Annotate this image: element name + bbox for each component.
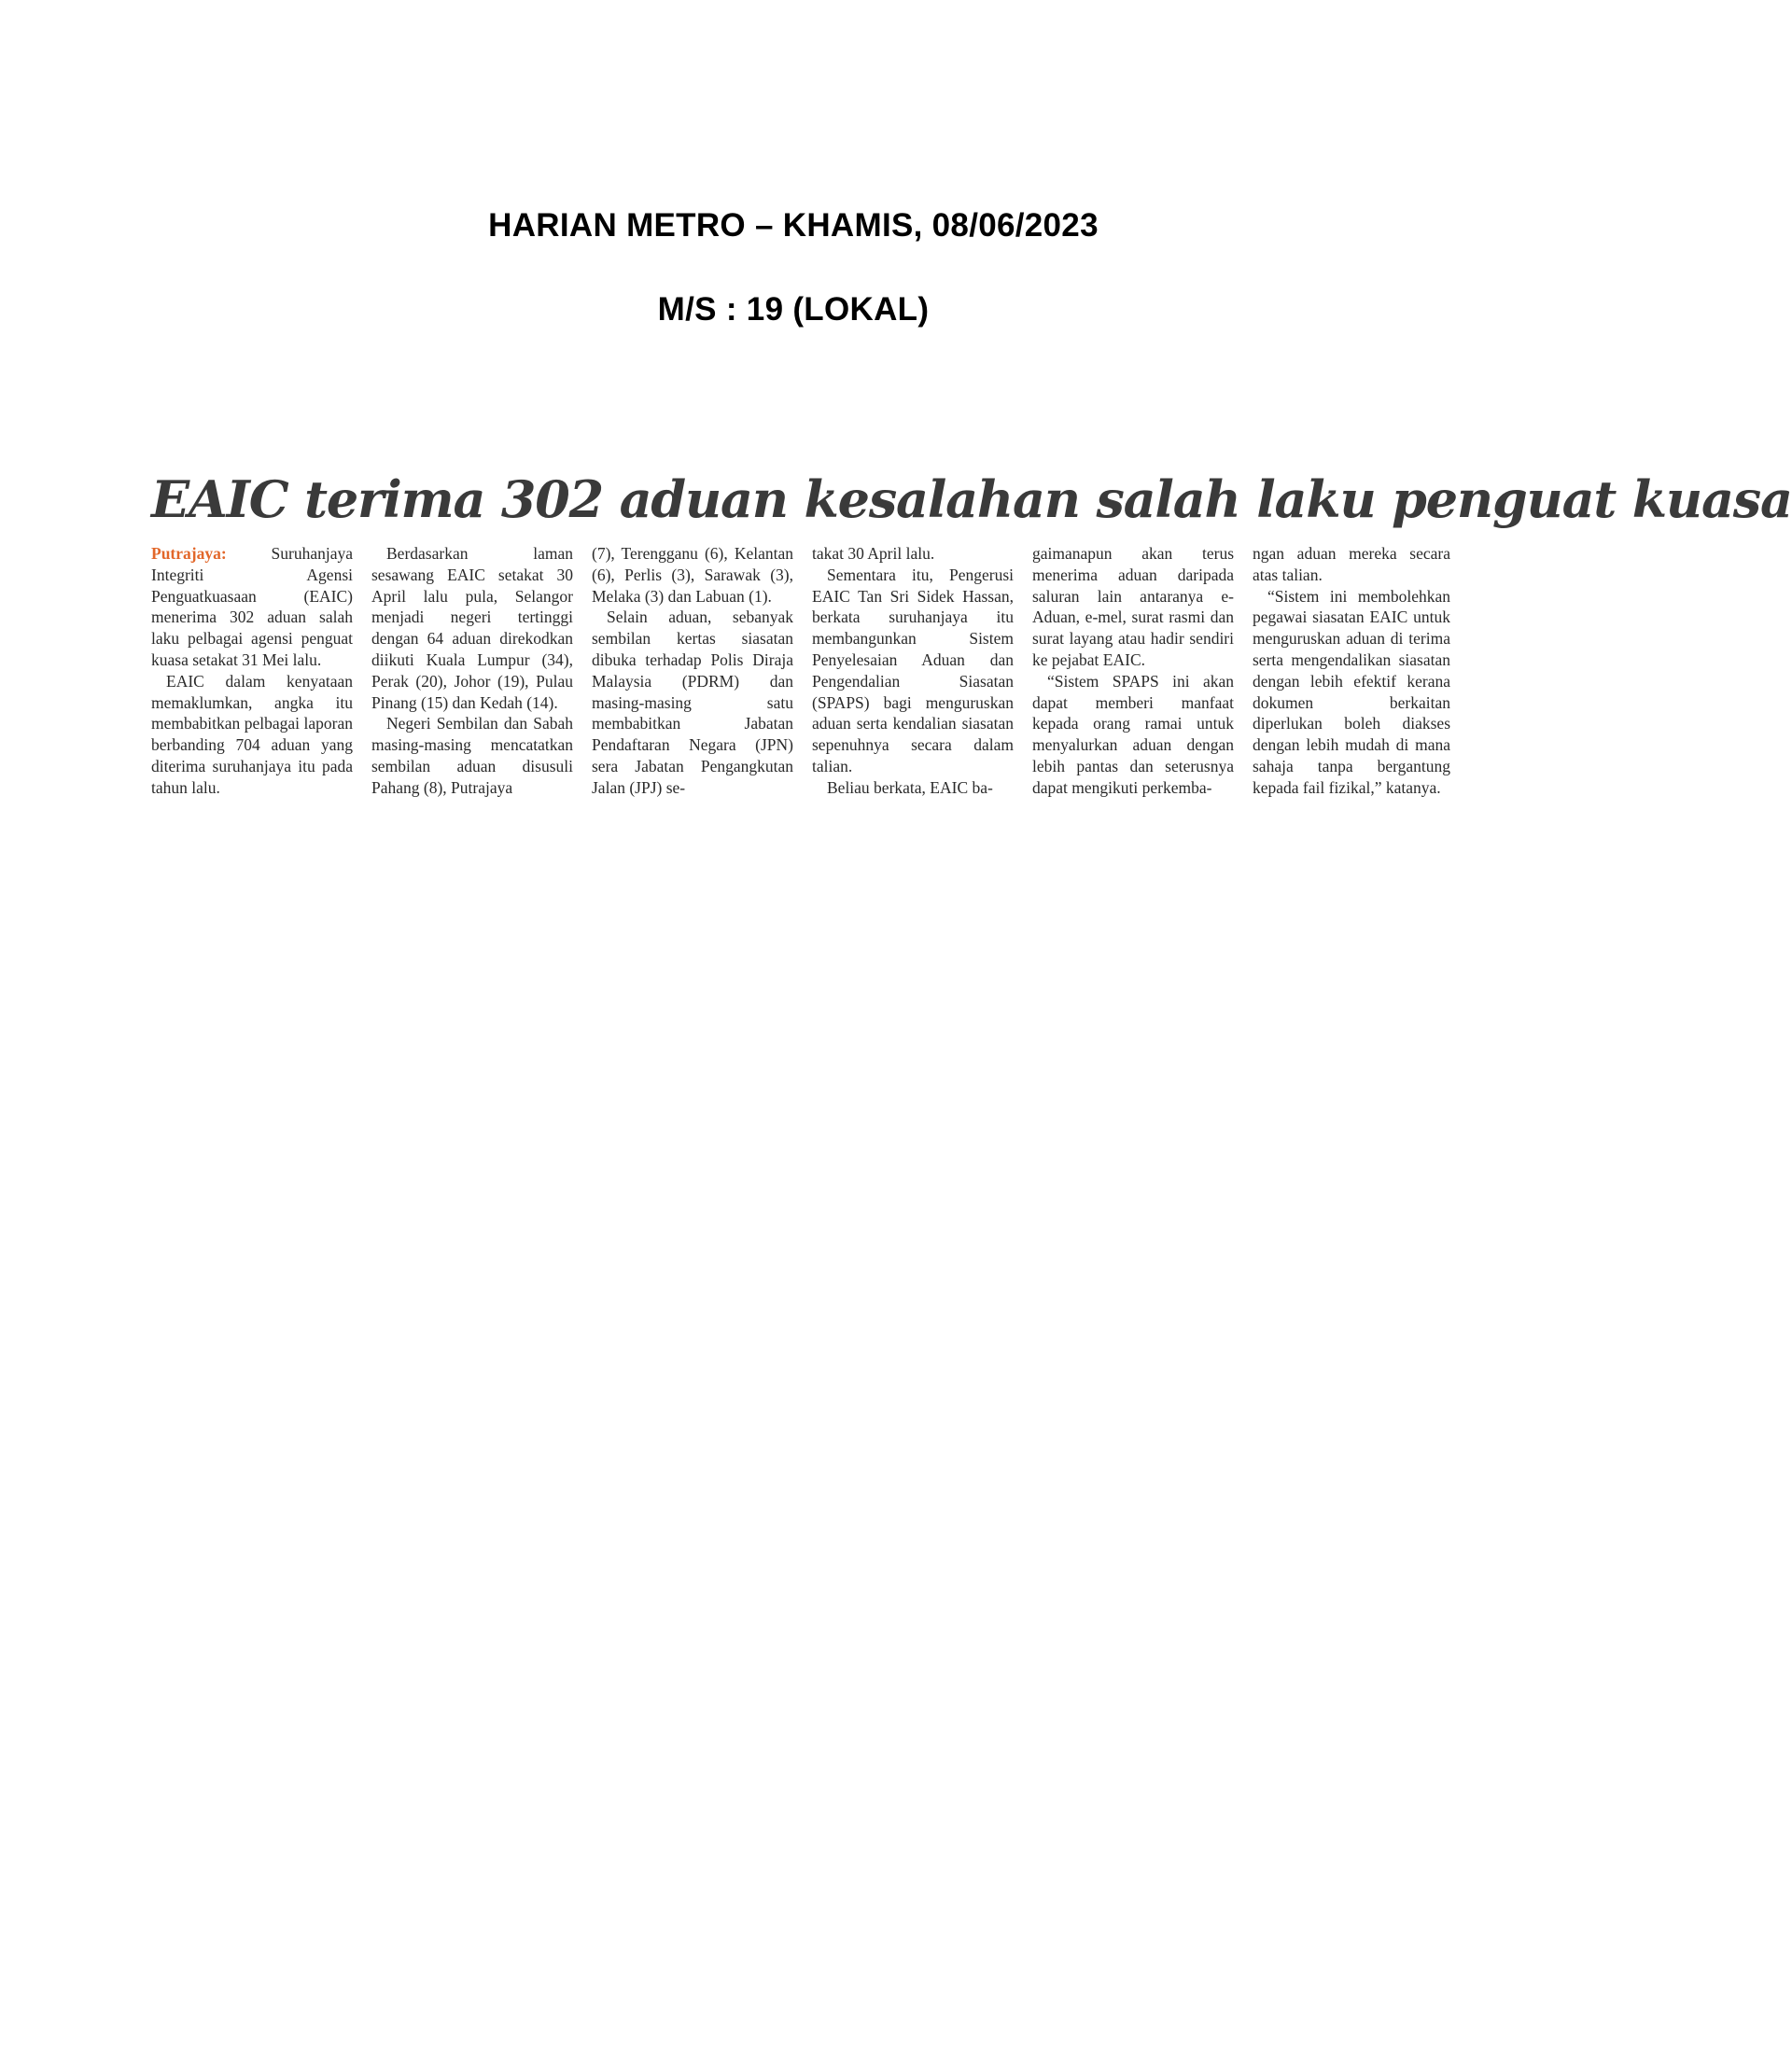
article-paragraph: Berdasarkan laman sesawang EAIC setakat 30 April lalu pula, Selangor menjadi negeri tertinggi dengan 64 aduan direkodkan diikuti Kuala Lumpur (34), Perak (20), Johor (19), Pulau Pinang (15) dan Kedah (14). <box>371 544 573 712</box>
article-dateline: Putrajaya: <box>151 544 227 563</box>
article-paragraph: gaimanapun akan terus menerima aduan daripada saluran lain antaranya e-Aduan, e-mel, surat rasmi dan surat layang atau hadir sendiri ke pejabat EAIC. <box>1032 544 1234 669</box>
article-paragraph-text: Suruhanjaya Integriti Agensi Penguatkuasaan (EAIC) menerima 302 aduan salah laku pelbagai agensi penguat kuasa setakat 31 Mei lalu. <box>151 544 353 669</box>
article-paragraph: Beliau berkata, EAIC ba- <box>827 777 993 797</box>
source-title: HARIAN METRO – KHAMIS, 08/06/2023 <box>488 207 1099 244</box>
article-paragraph: “Sistem ini membolehkan pegawai siasatan EAIC untuk menguruskan aduan di terima serta mengendalikan siasatan dengan lebih efektif kerana dokumen berkaitan diperlukan boleh diakses dengan lebih mudah di mana sahaja tanpa bergantung kepada fail fizikal,” katanya. <box>1253 586 1450 797</box>
article-paragraph: Negeri Sembilan dan Sabah masing-masing mencatatkan sembilan aduan disusuli Pahang (8), Putrajaya <box>371 714 573 797</box>
article-column-5 <box>1032 543 1234 823</box>
article-paragraph: “Sistem SPAPS ini akan dapat memberi manfaat kepada orang ramai untuk menyalurkan aduan dengan lebih pantas dan seterusnya dapat mengikuti perkemba- <box>1032 671 1234 797</box>
article-paragraph: takat 30 April lalu. <box>812 544 935 563</box>
article-body <box>151 543 1450 823</box>
article-paragraph <box>151 543 353 671</box>
article-column-1 <box>151 543 353 823</box>
article-paragraph: ngan aduan mereka secara atas talian. <box>1253 544 1450 584</box>
article-paragraph: EAIC dalam kenyataan memaklumkan, angka itu membabitkan pelbagai laporan berbanding 704 aduan yang diterima suruhanjaya itu pada tahun lalu. <box>151 671 353 797</box>
article-paragraph: Selain aduan, sebanyak sembilan kertas siasatan dibuka terhadap Polis Diraja Malaysia (PDRM) dan masing-masing satu membabitkan Jabatan Pendaftaran Negara (JPN) sera Jabatan Pengangkutan Jalan (JPJ) se- <box>592 608 793 797</box>
article-paragraph: Sementara itu, Pengerusi EAIC Tan Sri Sidek Hassan, berkata suruhanjaya itu membangunkan Sistem Penyelesaian Aduan dan Pengendalian Siasatan (SPAPS) bagi menguruskan aduan serta kendalian siasatan sepenuhnya secara dalam talian. <box>812 565 1014 775</box>
article-column-6 <box>1253 543 1450 823</box>
article-headline: EAIC terima 302 aduan kesalahan salah laku penguat kuasa <box>151 469 1792 529</box>
source-page: M/S : 19 (LOKAL) <box>657 291 930 328</box>
news-clipping <box>151 463 1792 827</box>
article-column-2 <box>371 543 573 823</box>
article-column-4 <box>812 543 1014 823</box>
article-column-3 <box>592 543 793 823</box>
article-paragraph: (7), Terengganu (6), Kelantan (6), Perlis (3), Sarawak (3), Melaka (3) dan Labuan (1). <box>592 544 793 606</box>
